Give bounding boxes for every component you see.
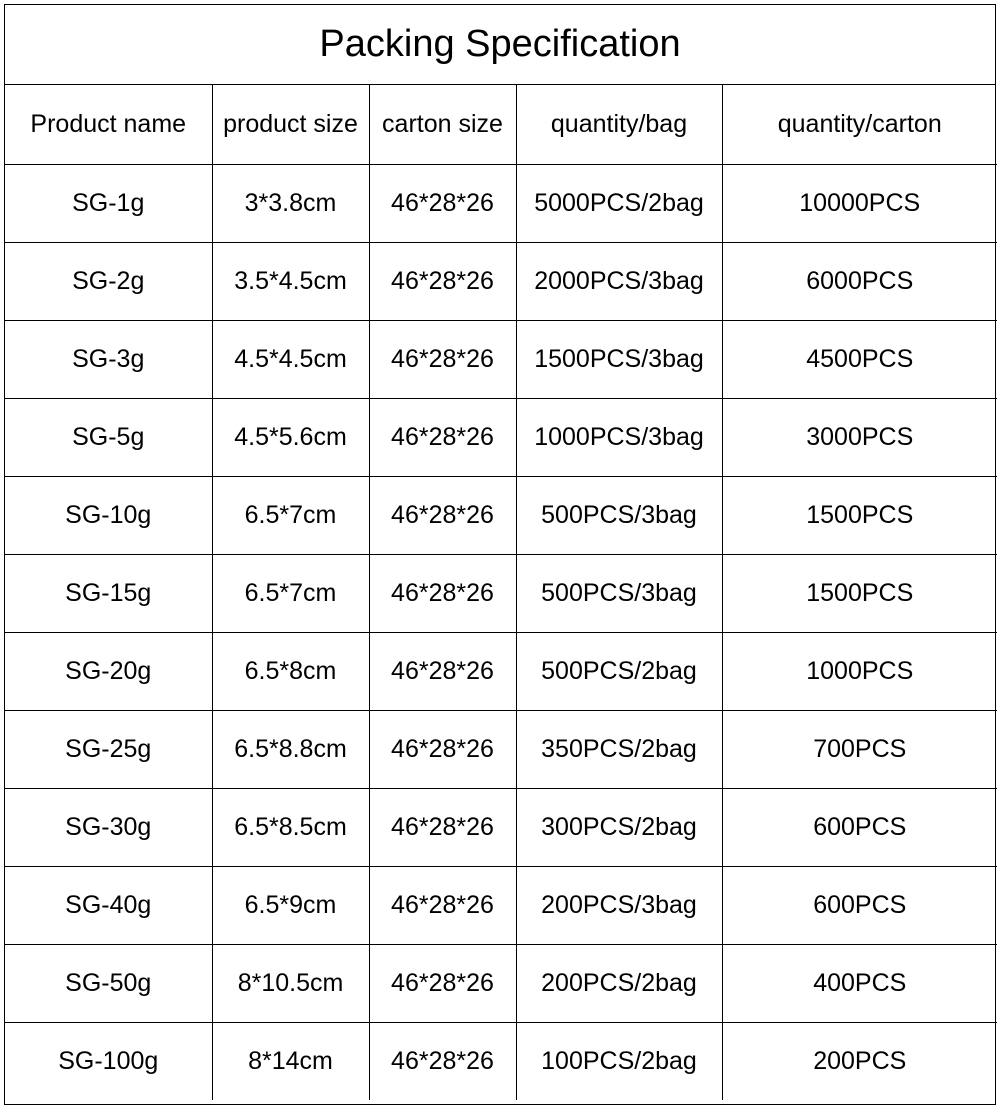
quantity-bag-cell: 500PCS/3bag (516, 555, 722, 633)
table-body (5, 165, 997, 1101)
table-row (5, 555, 997, 633)
header-quantity-bag: quantity/bag (516, 85, 722, 165)
product-name-cell: SG-1g (5, 165, 212, 243)
product-size-cell: 6.5*8.5cm (212, 789, 369, 867)
quantity-carton-cell: 600PCS (722, 867, 997, 945)
table-row (5, 243, 997, 321)
header-product-name: Product name (5, 85, 212, 165)
quantity-carton-cell: 200PCS (722, 1023, 997, 1101)
product-size-cell: 4.5*4.5cm (212, 321, 369, 399)
product-size-cell: 6.5*7cm (212, 477, 369, 555)
page-title: Packing Specification (5, 5, 995, 85)
quantity-bag-cell: 350PCS/2bag (516, 711, 722, 789)
quantity-bag-cell: 1500PCS/3bag (516, 321, 722, 399)
quantity-bag-cell: 300PCS/2bag (516, 789, 722, 867)
product-size-cell: 4.5*5.6cm (212, 399, 369, 477)
product-name-cell: SG-25g (5, 711, 212, 789)
quantity-carton-cell: 10000PCS (722, 165, 997, 243)
table-row (5, 945, 997, 1023)
table-row (5, 399, 997, 477)
product-size-cell: 6.5*8cm (212, 633, 369, 711)
product-size-cell: 6.5*9cm (212, 867, 369, 945)
quantity-bag-cell: 500PCS/2bag (516, 633, 722, 711)
packing-table (5, 85, 997, 1100)
table-row (5, 321, 997, 399)
carton-size-cell: 46*28*26 (369, 165, 516, 243)
quantity-bag-cell: 200PCS/3bag (516, 867, 722, 945)
packing-spec-sheet (4, 4, 996, 1105)
product-name-cell: SG-10g (5, 477, 212, 555)
carton-size-cell: 46*28*26 (369, 633, 516, 711)
product-size-cell: 3*3.8cm (212, 165, 369, 243)
table-row (5, 1023, 997, 1101)
product-name-cell: SG-50g (5, 945, 212, 1023)
product-size-cell: 3.5*4.5cm (212, 243, 369, 321)
carton-size-cell: 46*28*26 (369, 867, 516, 945)
product-size-cell: 8*10.5cm (212, 945, 369, 1023)
quantity-carton-cell: 700PCS (722, 711, 997, 789)
product-name-cell: SG-15g (5, 555, 212, 633)
quantity-carton-cell: 400PCS (722, 945, 997, 1023)
carton-size-cell: 46*28*26 (369, 945, 516, 1023)
carton-size-cell: 46*28*26 (369, 477, 516, 555)
carton-size-cell: 46*28*26 (369, 399, 516, 477)
product-name-cell: SG-40g (5, 867, 212, 945)
product-name-cell: SG-100g (5, 1023, 212, 1101)
table-row (5, 711, 997, 789)
table-row (5, 867, 997, 945)
table-row (5, 789, 997, 867)
quantity-carton-cell: 1500PCS (722, 477, 997, 555)
product-name-cell: SG-2g (5, 243, 212, 321)
quantity-carton-cell: 1000PCS (722, 633, 997, 711)
product-name-cell: SG-20g (5, 633, 212, 711)
carton-size-cell: 46*28*26 (369, 555, 516, 633)
table-row (5, 477, 997, 555)
header-carton-size: carton size (369, 85, 516, 165)
quantity-bag-cell: 1000PCS/3bag (516, 399, 722, 477)
carton-size-cell: 46*28*26 (369, 789, 516, 867)
quantity-bag-cell: 100PCS/2bag (516, 1023, 722, 1101)
quantity-bag-cell: 200PCS/2bag (516, 945, 722, 1023)
quantity-carton-cell: 4500PCS (722, 321, 997, 399)
product-size-cell: 6.5*8.8cm (212, 711, 369, 789)
header-quantity-carton: quantity/carton (722, 85, 997, 165)
product-name-cell: SG-5g (5, 399, 212, 477)
carton-size-cell: 46*28*26 (369, 321, 516, 399)
quantity-carton-cell: 1500PCS (722, 555, 997, 633)
table-row (5, 633, 997, 711)
quantity-carton-cell: 3000PCS (722, 399, 997, 477)
carton-size-cell: 46*28*26 (369, 243, 516, 321)
carton-size-cell: 46*28*26 (369, 711, 516, 789)
product-size-cell: 6.5*7cm (212, 555, 369, 633)
carton-size-cell: 46*28*26 (369, 1023, 516, 1101)
quantity-carton-cell: 600PCS (722, 789, 997, 867)
table-row (5, 165, 997, 243)
product-size-cell: 8*14cm (212, 1023, 369, 1101)
quantity-bag-cell: 2000PCS/3bag (516, 243, 722, 321)
product-name-cell: SG-3g (5, 321, 212, 399)
quantity-bag-cell: 500PCS/3bag (516, 477, 722, 555)
product-name-cell: SG-30g (5, 789, 212, 867)
quantity-carton-cell: 6000PCS (722, 243, 997, 321)
header-product-size: product size (212, 85, 369, 165)
header-row (5, 85, 997, 165)
quantity-bag-cell: 5000PCS/2bag (516, 165, 722, 243)
